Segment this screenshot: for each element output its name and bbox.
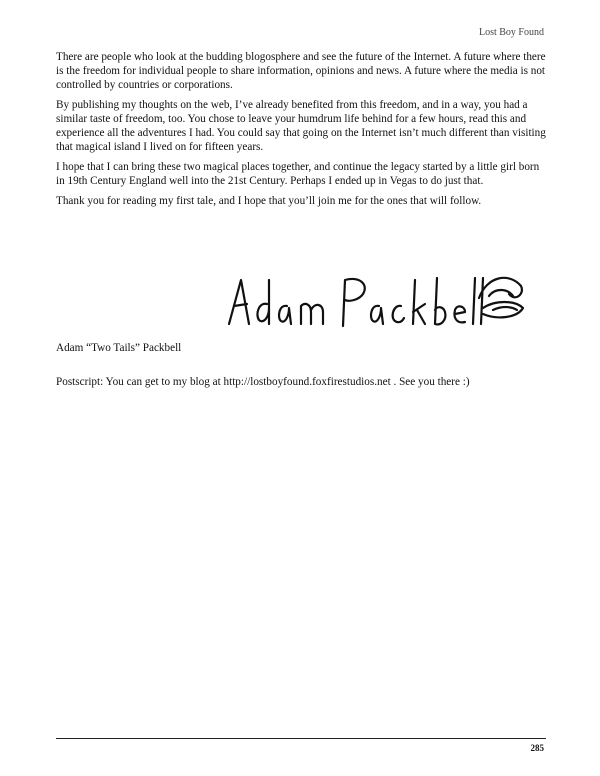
page-number: 285 (530, 743, 544, 753)
running-header: Lost Boy Found (478, 27, 544, 38)
footer-divider (56, 738, 546, 739)
body-text (56, 50, 546, 214)
paragraph-2: By publishing my thoughts on the web, I’ve already benefited from this freedom, and in a way, you had a similar taste of freedom, too. You chose to leave your humdrum life behind for a few hours, read this and experience all the adventures I had. You could say that going on the Internet isn’t much different than visiting that magical island I lived on for fifteen years. (56, 99, 546, 153)
signature-name: Adam “Two Tails” Packbell (56, 342, 182, 354)
paragraph-4: Thank you for reading my first tale, and I hope that you’ll join me for the ones that will follow. (56, 195, 482, 207)
paragraph-3: I hope that I can bring these two magical places together, and continue the legacy started by a little girl born in 19th Century England well into the 21st Century. Perhaps I ended up in Vegas to do just that. (56, 161, 540, 187)
handwritten-signature (225, 268, 525, 330)
paragraph-1: There are people who look at the budding blogosphere and see the future of the Internet. A future where there is the freedom for individual people to share information, opinions and news. A future where the media is not controlled by countries or corporations. (56, 51, 546, 91)
postscript: Postscript: You can get to my blog at http://lostboyfound.foxfirestudios.net . See you there :) (56, 376, 470, 388)
